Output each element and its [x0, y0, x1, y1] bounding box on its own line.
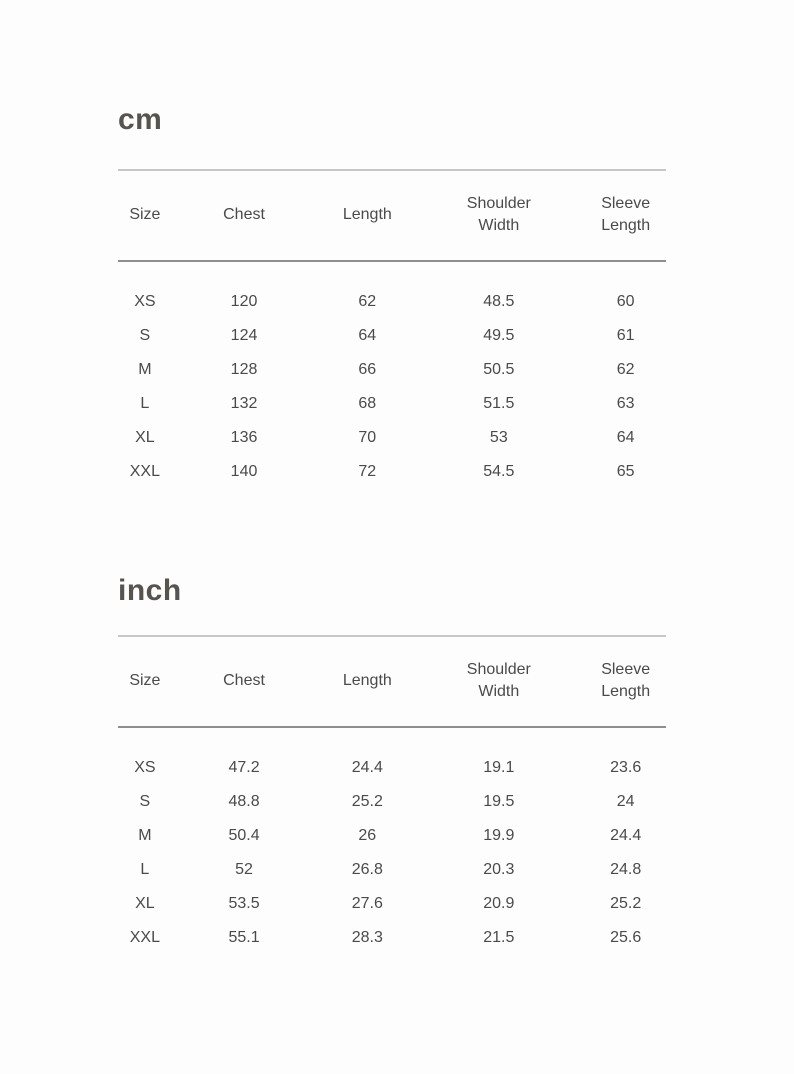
column-header-label: Chest [223, 672, 265, 689]
value-cell: 48.8 [228, 793, 260, 810]
section-cm [118, 104, 666, 489]
table-row [118, 887, 666, 921]
size-cell: M [138, 361, 152, 378]
column-header [184, 170, 305, 261]
value-cell: 128 [230, 361, 258, 378]
value-cell: 68 [358, 395, 377, 412]
value-cell: 63 [616, 395, 635, 412]
column-header-label: Length [342, 672, 392, 689]
value-cell: 25.2 [610, 895, 642, 912]
table-row [118, 421, 666, 455]
column-header [430, 636, 567, 727]
value-cell: 25.2 [351, 793, 383, 810]
section-title-cm: cm [118, 103, 163, 136]
size-cell: S [139, 327, 151, 344]
value-cell: 20.3 [483, 861, 515, 878]
size-cell: L [140, 861, 150, 878]
column-header [304, 636, 430, 727]
column-header [304, 170, 430, 261]
value-cell: 26 [358, 827, 377, 844]
column-header-label: Sleeve Length [601, 195, 651, 234]
value-cell: 64 [358, 327, 377, 344]
table-row [118, 319, 666, 353]
value-cell: 23.6 [610, 759, 642, 776]
column-header [184, 636, 305, 727]
value-cell: 120 [230, 293, 258, 310]
value-cell: 24.8 [610, 861, 642, 878]
value-cell: 62 [616, 361, 635, 378]
size-cell: S [139, 793, 151, 810]
value-cell: 62 [358, 293, 377, 310]
value-cell: 70 [358, 429, 377, 446]
value-cell: 26.8 [351, 861, 383, 878]
value-cell: 48.5 [483, 293, 515, 310]
value-cell: 25.6 [610, 929, 642, 946]
value-cell: 24.4 [351, 759, 383, 776]
column-header-label: Shoulder Width [466, 661, 531, 700]
column-header-label: Shoulder Width [466, 195, 531, 234]
column-header [430, 170, 567, 261]
column-header [567, 170, 666, 261]
value-cell: 20.9 [483, 895, 515, 912]
value-cell: 24 [616, 793, 635, 810]
table-row [118, 261, 666, 319]
value-cell: 19.1 [483, 759, 515, 776]
section-title-inch: inch [118, 574, 182, 607]
column-header-label: Length [342, 206, 392, 223]
table-row [118, 387, 666, 421]
value-cell: 24.4 [610, 827, 642, 844]
table-row [118, 353, 666, 387]
value-cell: 136 [230, 429, 258, 446]
table-row [118, 727, 666, 785]
table-row [118, 455, 666, 489]
size-cell: XS [134, 759, 156, 776]
table-row [118, 819, 666, 853]
size-table-cm [118, 169, 666, 489]
value-cell: 72 [358, 463, 377, 480]
value-cell: 132 [230, 395, 258, 412]
size-chart-page [118, 0, 666, 955]
column-header-label: Chest [223, 206, 265, 223]
size-cell: XXL [129, 929, 160, 946]
size-cell: M [138, 827, 152, 844]
column-header-label: Size [129, 672, 161, 689]
column-header [118, 170, 184, 261]
value-cell: 47.2 [228, 759, 260, 776]
table-row [118, 921, 666, 955]
size-cell: XS [134, 293, 156, 310]
value-cell: 21.5 [483, 929, 515, 946]
column-header [118, 636, 184, 727]
table-header-row [118, 170, 666, 261]
value-cell: 64 [616, 429, 635, 446]
value-cell: 19.5 [483, 793, 515, 810]
size-cell: XL [135, 429, 155, 446]
column-header-label: Size [129, 206, 161, 223]
value-cell: 60 [616, 293, 635, 310]
value-cell: 61 [616, 327, 635, 344]
column-header-label: Sleeve Length [601, 661, 651, 700]
value-cell: 50.5 [483, 361, 515, 378]
value-cell: 140 [230, 463, 258, 480]
value-cell: 49.5 [483, 327, 515, 344]
table-row [118, 853, 666, 887]
value-cell: 51.5 [483, 395, 515, 412]
size-table-inch [118, 635, 666, 955]
value-cell: 55.1 [228, 929, 260, 946]
table-header-row [118, 636, 666, 727]
value-cell: 53 [489, 429, 508, 446]
value-cell: 65 [616, 463, 635, 480]
value-cell: 66 [358, 361, 377, 378]
value-cell: 124 [230, 327, 258, 344]
section-inch [118, 575, 666, 955]
value-cell: 54.5 [483, 463, 515, 480]
value-cell: 52 [235, 861, 253, 878]
value-cell: 50.4 [228, 827, 260, 844]
size-cell: XL [135, 895, 155, 912]
table-row [118, 785, 666, 819]
value-cell: 53.5 [228, 895, 260, 912]
column-header [567, 636, 666, 727]
size-cell: XXL [129, 463, 160, 480]
value-cell: 19.9 [483, 827, 515, 844]
size-cell: L [140, 395, 150, 412]
value-cell: 28.3 [351, 929, 383, 946]
value-cell: 27.6 [351, 895, 383, 912]
